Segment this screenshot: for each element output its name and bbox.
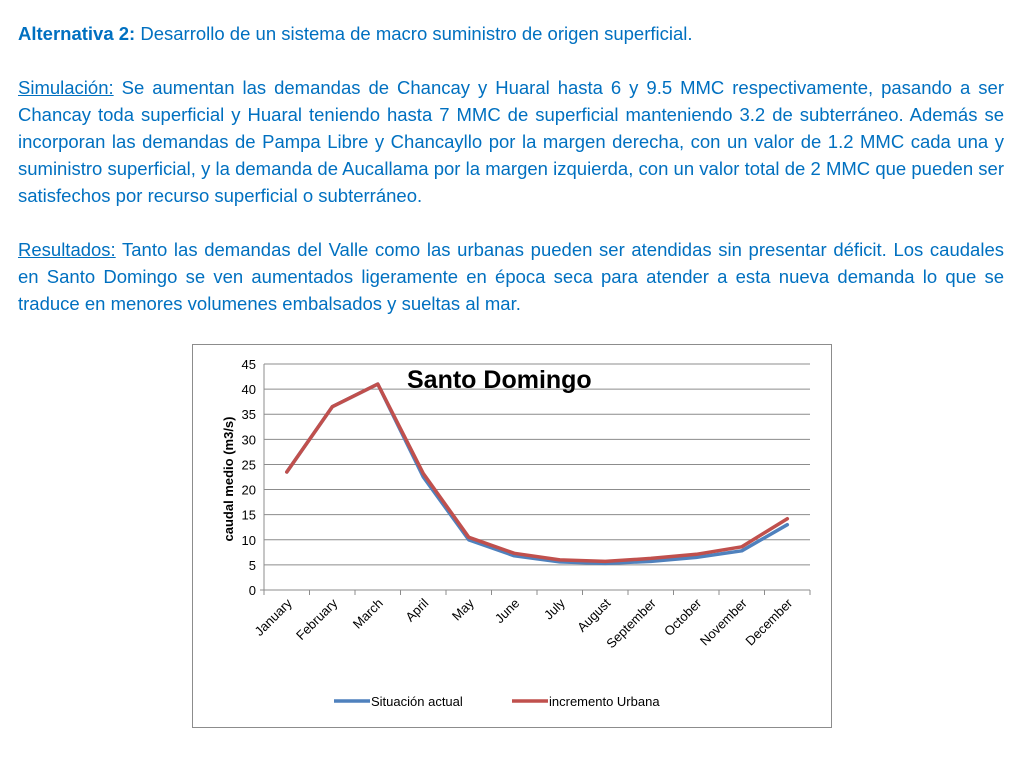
- alternative-label: Alternativa 2:: [18, 23, 136, 44]
- x-tick-label: December: [742, 595, 796, 649]
- x-tick-label: June: [491, 595, 523, 627]
- x-tick-label: October: [661, 595, 705, 639]
- y-tick-label: 15: [241, 507, 256, 523]
- y-tick-label: 45: [241, 357, 256, 372]
- x-tick-label: November: [696, 595, 750, 649]
- series-line-situaci-n-actual: [287, 384, 788, 563]
- results-text: Tanto las demandas del Valle como las urbanas pueden ser atendidas sin presentar déficit. Los caudales en Santo Domingo se ven aumentados ligeramente en época seca para atender a esta nueva demanda lo que se traduce en menores volumenes embalsados y sueltas al mar.: [18, 239, 1004, 314]
- chart-axes: [242, 357, 810, 651]
- alternative-text: Desarrollo de un sistema de macro suministro de origen superficial.: [140, 23, 693, 44]
- results-paragraph: [18, 236, 1004, 317]
- chart-series: [287, 384, 788, 563]
- chart-canvas: [193, 345, 831, 727]
- legend-label: Situación actual: [371, 694, 463, 709]
- chart-legend: [334, 694, 660, 709]
- chart-title: Santo Domingo: [407, 366, 592, 394]
- x-tick-label: January: [251, 595, 295, 639]
- y-tick-label: 5: [248, 557, 256, 573]
- x-tick-label: May: [448, 595, 477, 624]
- y-tick-label: 20: [241, 482, 256, 498]
- legend-label: incremento Urbana: [549, 694, 660, 709]
- x-tick-label: July: [540, 595, 568, 623]
- santo-domingo-chart: [192, 344, 832, 728]
- y-tick-label: 40: [241, 382, 256, 398]
- chart-grid: [264, 364, 810, 565]
- document-text: [18, 20, 1004, 317]
- alternative-paragraph: [18, 20, 1004, 47]
- simulation-text: Se aumentan las demandas de Chancay y Huaral hasta 6 y 9.5 MMC respectivamente, pasando a ser Chancay toda superficial y Huaral teniendo hasta 7 MMC de superficial manteniendo 3.2 de subterráneo. Además se incorporan las demandas de Pampa Libre y Chancayllo por la margen derecha, con un valor de 1.2 MMC cada una y suministro superficial, y la demanda de Aucallama por la margen izquierda, con un valor total de 2 MMC que pueden ser satisfechos por recurso superficial o subterráneo.: [18, 77, 1005, 206]
- y-tick-label: 10: [241, 532, 256, 548]
- x-tick-label: February: [292, 595, 341, 643]
- x-tick-label: September: [603, 595, 659, 652]
- x-tick-label: March: [349, 595, 386, 632]
- x-tick-label: August: [574, 595, 614, 635]
- results-label: Resultados:: [18, 239, 116, 260]
- simulation-paragraph: [18, 74, 1004, 209]
- y-tick-label: 30: [241, 432, 256, 448]
- y-tick-label: 35: [241, 407, 256, 423]
- y-axis-label: caudal medio (m3/s): [221, 416, 236, 542]
- y-tick-label: 0: [248, 583, 256, 598]
- series-line-incremento-urbana: [287, 384, 788, 561]
- x-tick-label: April: [402, 595, 432, 625]
- simulation-label: Simulación:: [18, 77, 114, 98]
- y-tick-label: 25: [241, 457, 256, 473]
